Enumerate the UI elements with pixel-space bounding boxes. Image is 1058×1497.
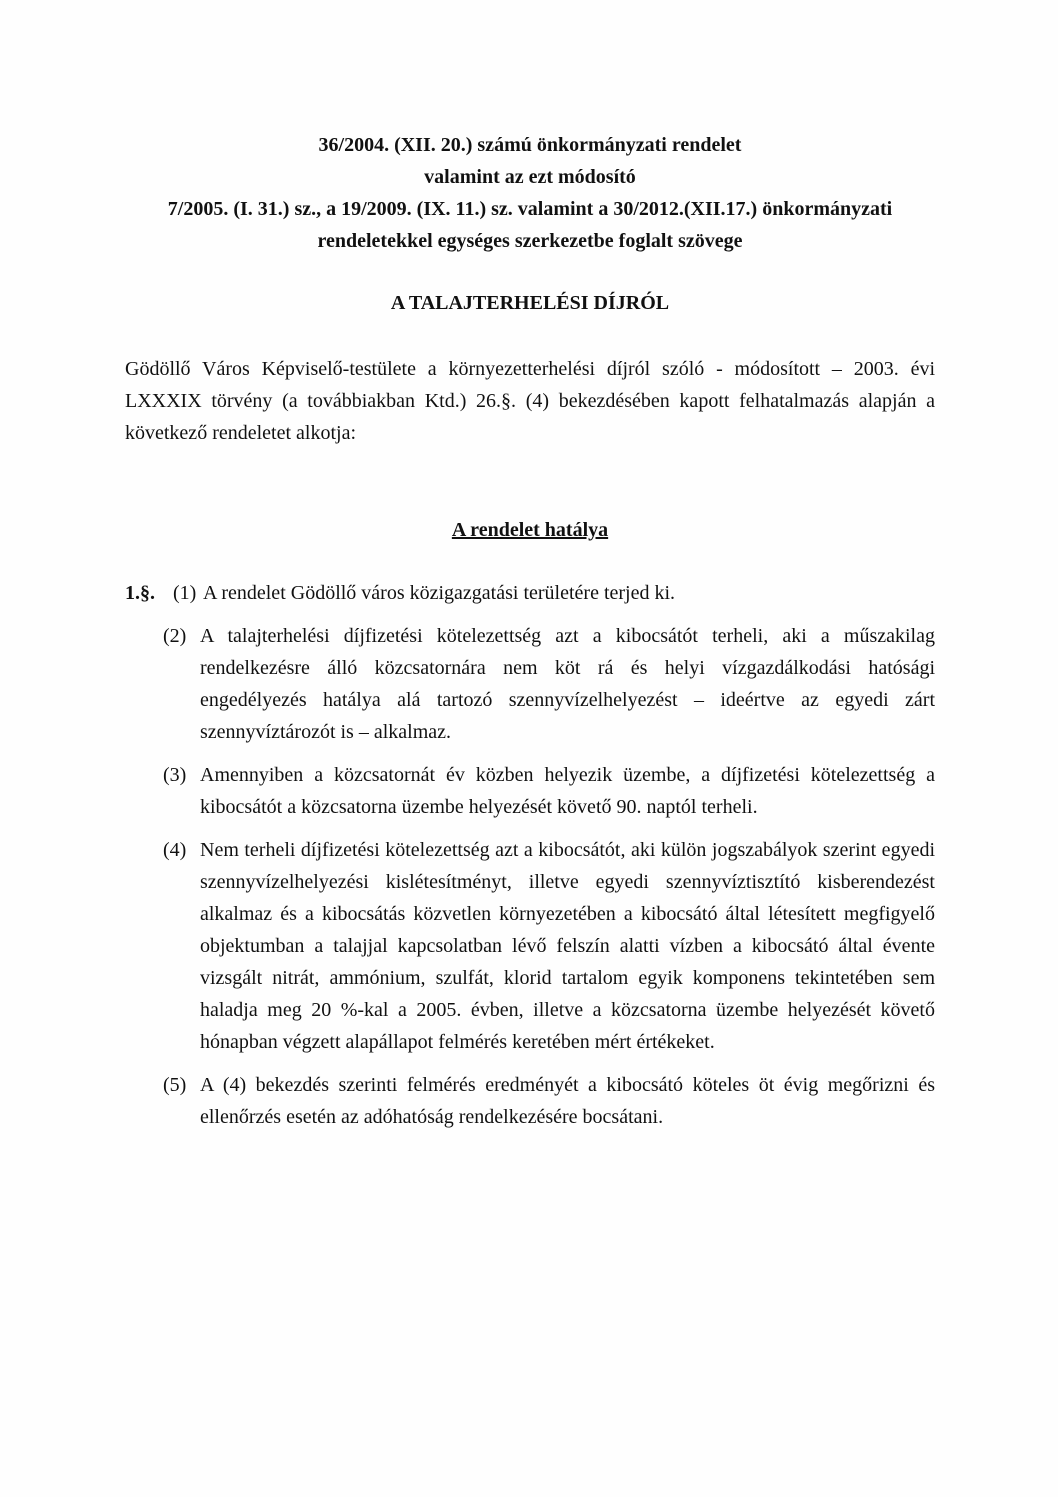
article-1-paragraph-1 bbox=[125, 577, 935, 609]
article-1-paragraph-2 bbox=[125, 620, 935, 748]
title-line-4: rendeletekkel egységes szerkezetbe foglalt szövege bbox=[317, 230, 743, 252]
paragraph-4-number: (4) bbox=[163, 839, 187, 861]
document-title bbox=[125, 129, 935, 257]
section-heading: A rendelet hatálya bbox=[451, 519, 609, 541]
title-line-1: 36/2004. (XII. 20.) számú önkormányzati rendelet bbox=[318, 134, 742, 156]
paragraph-3-number: (3) bbox=[163, 764, 187, 786]
article-1 bbox=[125, 577, 935, 1133]
article-1-paragraph-5 bbox=[125, 1069, 935, 1133]
paragraph-3-text: Amennyiben a közcsatornát év közben helyezik üzembe, a díjfizetési kötelezettség a kibocsátót a közcsatorna üzembe helyezését követő 90. naptól terheli. bbox=[200, 764, 935, 818]
paragraph-5-number: (5) bbox=[163, 1074, 187, 1096]
title-line-2: valamint az ezt módosító bbox=[424, 166, 636, 188]
preamble-paragraph: Gödöllő Város Képviselő-testülete a környezetterhelési díjról szóló - módosított – 2003. évi LXXXIX törvény (a továbbiakban Ktd.) 26.§. (4) bekezdésében kapott felhatalmazás alapján a következő rendeletet alkotja: bbox=[125, 358, 935, 444]
paragraph-1-number: (1) bbox=[173, 582, 197, 604]
paragraph-1-text: A rendelet Gödöllő város közigazgatási területére terjed ki. bbox=[203, 582, 676, 604]
paragraph-4-text: Nem terheli díjfizetési kötelezettség azt a kibocsátót, aki külön jogszabályok szerint egyedi szennyvízelhelyezési kislétesítményt, illetve egyedi szennyvíztisztító kisberendezést alkalmaz és a kibocsátás közvetlen környezetében a kibocsátó által létesített megfigyelő objektumban a talajjal kapcsolatban lévő felszín alatti vízben a kibocsátó által évente vizsgált nitrát, ammónium, szulfát, klorid tartalom egyik komponens tekintetében sem haladja meg 20 %-kal a 2005. évben, illetve a közcsatorna üzembe helyezését követő hónapban végzett alapállapot felmérés keretében mért értékeket. bbox=[200, 839, 935, 1053]
paragraph-5-text: A (4) bekezdés szerinti felmérés eredményét a kibocsátó köteles öt évig megőrizni és ellenőrzés esetén az adóhatóság rendelkezésére bocsátani. bbox=[200, 1074, 935, 1128]
paragraph-2-text: A talajterhelési díjfizetési kötelezettség azt a kibocsátót terheli, aki a műszakilag rendelkezésre álló közcsatornára nem köt rá és helyi vízgazdálkodási hatósági engedélyezés hatálya alá tartozó szennyvízelhelyezést – ideértve az egyedi zárt szennyvíztározót is – alkalmaz. bbox=[200, 625, 935, 743]
paragraph-2-number: (2) bbox=[163, 625, 187, 647]
article-1-paragraph-3 bbox=[125, 759, 935, 823]
article-1-paragraph-4 bbox=[125, 834, 935, 1058]
title-line-3: 7/2005. (I. 31.) sz., a 19/2009. (IX. 11.) sz. valamint a 30/2012.(XII.17.) önkormányzati bbox=[167, 198, 893, 220]
article-1-label: 1.§. bbox=[125, 582, 155, 604]
document-subject-heading: A TALAJTERHELÉSI DÍJRÓL bbox=[390, 292, 670, 314]
